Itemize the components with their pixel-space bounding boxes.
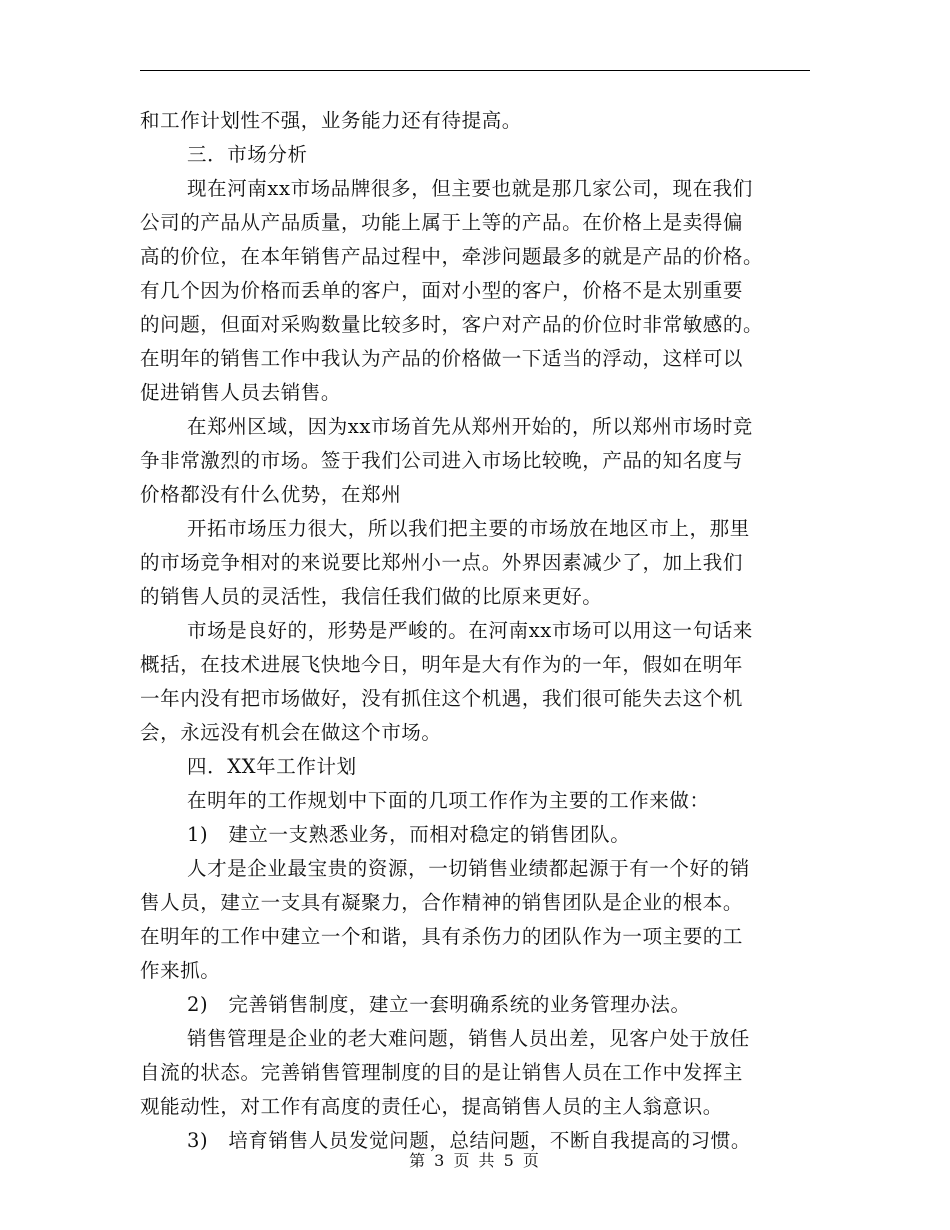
text-line: 一年内没有把市场做好，没有抓住这个机遇，我们很可能失去这个机 xyxy=(140,687,744,710)
text-line: 3) 培育销售人员发觉问题，总结问题，不断自我提高的习惯。 xyxy=(187,1129,751,1152)
text-line: 高的价位，在本年销售产品过程中，牵涉问题最多的就是产品的价格。 xyxy=(140,245,764,268)
text-line: 公司的产品从产品质量，功能上属于上等的产品。在价格上是卖得偏 xyxy=(140,211,744,234)
text-line: 作来抓。 xyxy=(140,959,221,982)
text-line: 在明年的销售工作中我认为产品的价格做一下适当的浮动，这样可以 xyxy=(140,347,744,370)
text-line: 三．市场分析 xyxy=(187,143,308,166)
text-line: 人才是企业最宝贵的资源，一切销售业绩都起源于有一个好的销 xyxy=(187,857,750,880)
text-line: 在明年的工作规划中下面的几项工作作为主要的工作来做： xyxy=(187,789,710,812)
text-line: 价格都没有什么优势，在郑州 xyxy=(140,483,402,506)
text-line: 和工作计划性不强，业务能力还有待提高。 xyxy=(140,109,522,132)
text-line: 销售管理是企业的老大难问题，销售人员出差，见客户处于放任 xyxy=(187,1027,750,1050)
text-line: 四．XX年工作计划 xyxy=(187,755,357,778)
text-line: 在明年的工作中建立一个和谐，具有杀伤力的团队作为一项主要的工 xyxy=(140,925,744,948)
text-line: 促进销售人员去销售。 xyxy=(140,381,342,404)
text-line: 开拓市场压力很大，所以我们把主要的市场放在地区市上，那里 xyxy=(187,517,750,540)
text-line: 在郑州区域，因为xx市场首先从郑州开始的，所以郑州市场时竞 xyxy=(187,415,753,438)
text-line: 自流的状态。完善销售管理制度的目的是让销售人员在工作中发挥主 xyxy=(140,1061,744,1084)
text-line: 观能动性，对工作有高度的责任心，提高销售人员的主人翁意识。 xyxy=(140,1095,723,1118)
text-line: 的问题，但面对采购数量比较多时，客户对产品的价位时非常敏感的。 xyxy=(140,313,764,336)
text-line: 争非常激烈的市场。签于我们公司进入市场比较晚，产品的知名度与 xyxy=(140,449,744,472)
text-line: 有几个因为价格而丢单的客户，面对小型的客户，价格不是太别重要 xyxy=(140,279,744,302)
text-line: 售人员，建立一支具有凝聚力，合作精神的销售团队是企业的根本。 xyxy=(140,891,744,914)
text-line: 会，永远没有机会在做这个市场。 xyxy=(140,721,442,744)
text-line: 市场是良好的，形势是严峻的。在河南xx市场可以用这一句话来 xyxy=(187,619,753,642)
page-footer: 第 3 页 共 5 页 xyxy=(409,1151,541,1170)
text-line: 1) 建立一支熟悉业务，而相对稳定的销售团队。 xyxy=(187,823,631,846)
text-line: 的市场竞争相对的来说要比郑州小一点。外界因素减少了，加上我们 xyxy=(140,551,744,574)
text-line: 的销售人员的灵活性，我信任我们做的比原来更好。 xyxy=(140,585,603,608)
text-line: 现在河南xx市场品牌很多，但主要也就是那几家公司，现在我们 xyxy=(187,177,753,200)
text-line: 概括，在技术进展飞快地今日，明年是大有作为的一年，假如在明年 xyxy=(140,653,744,676)
text-line: 2) 完善销售制度，建立一套明确系统的业务管理办法。 xyxy=(187,993,691,1016)
document-body xyxy=(140,104,810,1158)
header-rule xyxy=(140,70,810,71)
